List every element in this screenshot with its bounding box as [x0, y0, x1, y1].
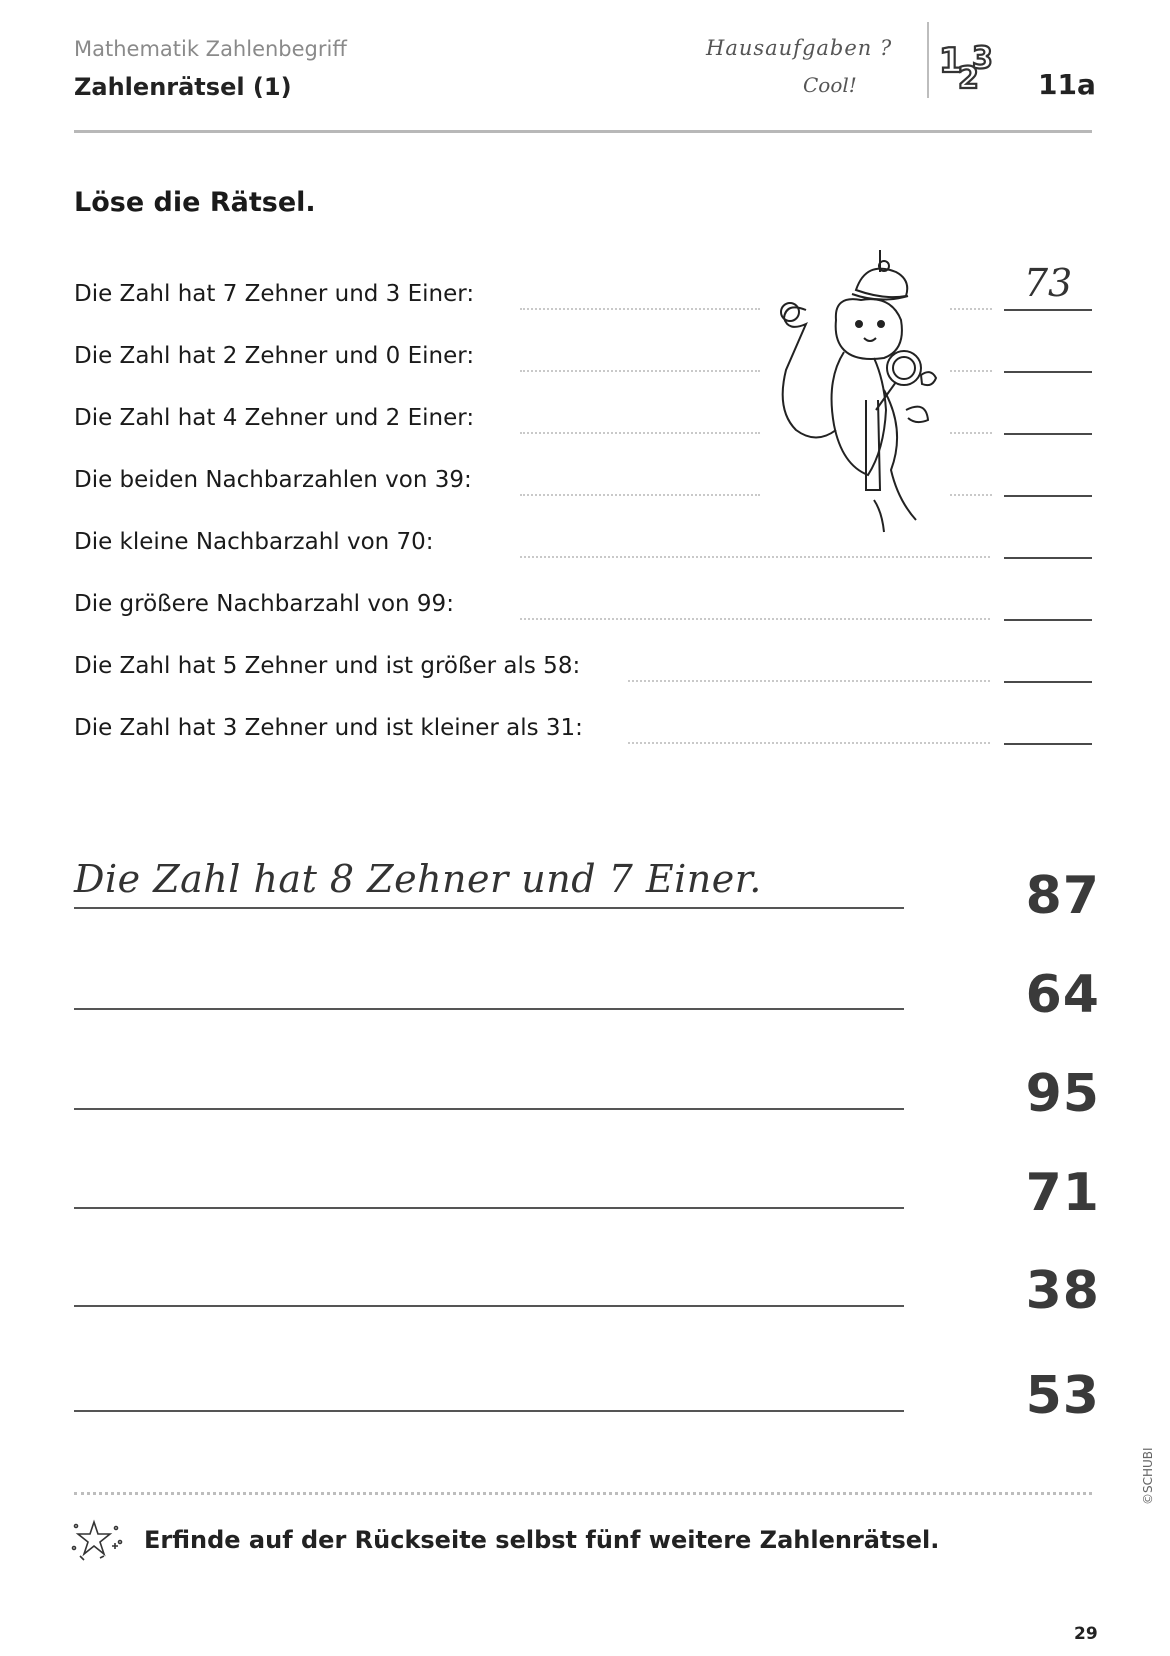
target-number: 64 — [1025, 965, 1100, 1025]
target-number: 53 — [1025, 1366, 1100, 1426]
homework-slogan-line1: Hausaufgaben ? — [706, 36, 893, 60]
target-number: 38 — [1025, 1261, 1100, 1321]
riddle-dotted-leader — [520, 308, 760, 310]
lion-detective-mascot — [756, 250, 956, 539]
writing-line[interactable] — [74, 1410, 904, 1412]
footer-task: Erfinde auf der Rückseite selbst fünf weitere Zahlenrätsel. — [144, 1526, 940, 1554]
riddle-dotted-leader — [520, 556, 990, 558]
answer-value: 73 — [1023, 261, 1073, 305]
svg-text:3: 3 — [972, 41, 993, 76]
target-number: 71 — [1025, 1163, 1100, 1223]
answer-blank[interactable] — [1004, 681, 1092, 683]
header-rule — [74, 130, 1092, 133]
target-number: 87 — [1025, 866, 1100, 926]
riddle-dotted-leader — [628, 680, 990, 682]
answer-blank[interactable] — [1004, 619, 1092, 621]
subject-label: Mathematik Zahlenbegriff — [74, 37, 347, 61]
writing-line[interactable] — [74, 1305, 904, 1307]
page-number: 29 — [1074, 1624, 1098, 1644]
answer-blank[interactable] — [1004, 495, 1092, 497]
homework-slogan-line2: Cool! — [803, 73, 857, 97]
answer-blank[interactable] — [1004, 309, 1092, 311]
answer-blank[interactable] — [1004, 557, 1092, 559]
riddle-dotted-leader — [628, 742, 990, 744]
riddle-dotted-leader — [950, 432, 992, 434]
footer-dotted-divider — [74, 1492, 1092, 1495]
riddle-dotted-leader — [950, 370, 992, 372]
target-number: 95 — [1025, 1064, 1100, 1124]
riddle-text: Die beiden Nachbarzahlen von 39: — [74, 467, 472, 493]
svg-text:2: 2 — [958, 61, 979, 96]
answer-blank[interactable] — [1004, 433, 1092, 435]
riddle-dotted-leader — [520, 370, 760, 372]
riddle-text: Die größere Nachbarzahl von 99: — [74, 591, 454, 617]
riddle-dotted-leader — [950, 494, 992, 496]
riddle-text: Die Zahl hat 7 Zehner und 3 Einer: — [74, 281, 475, 307]
copyright-label: ©SCHUBI — [1141, 1447, 1155, 1505]
header-divider — [927, 22, 929, 98]
writing-line[interactable] — [74, 907, 904, 909]
writing-line[interactable] — [74, 1207, 904, 1209]
riddle-dotted-leader — [950, 308, 992, 310]
example-cursive-sentence: Die Zahl hat 8 Zehner und 7 Einer. — [74, 857, 762, 901]
riddle-dotted-leader — [520, 618, 990, 620]
answer-blank[interactable] — [1004, 743, 1092, 745]
writing-line[interactable] — [74, 1108, 904, 1110]
numbers-logo-icon — [938, 34, 1002, 102]
riddle-text: Die kleine Nachbarzahl von 70: — [74, 529, 434, 555]
riddle-text: Die Zahl hat 3 Zehner und ist kleiner als 31: — [74, 715, 583, 741]
riddle-text: Die Zahl hat 5 Zehner und ist größer als 58: — [74, 653, 581, 679]
sparkle-star-icon — [70, 1516, 130, 1566]
riddle-dotted-leader — [520, 432, 760, 434]
svg-text:1: 1 — [939, 41, 963, 81]
riddle-text: Die Zahl hat 2 Zehner und 0 Einer: — [74, 343, 475, 369]
riddle-dotted-leader — [520, 494, 760, 496]
instruction-heading: Löse die Rätsel. — [74, 187, 316, 218]
writing-line[interactable] — [74, 1008, 904, 1010]
riddle-text: Die Zahl hat 4 Zehner und 2 Einer: — [74, 405, 475, 431]
answer-blank[interactable] — [1004, 371, 1092, 373]
worksheet-title: Zahlenrätsel (1) — [74, 73, 292, 101]
sheet-number: 11a — [1038, 68, 1096, 101]
